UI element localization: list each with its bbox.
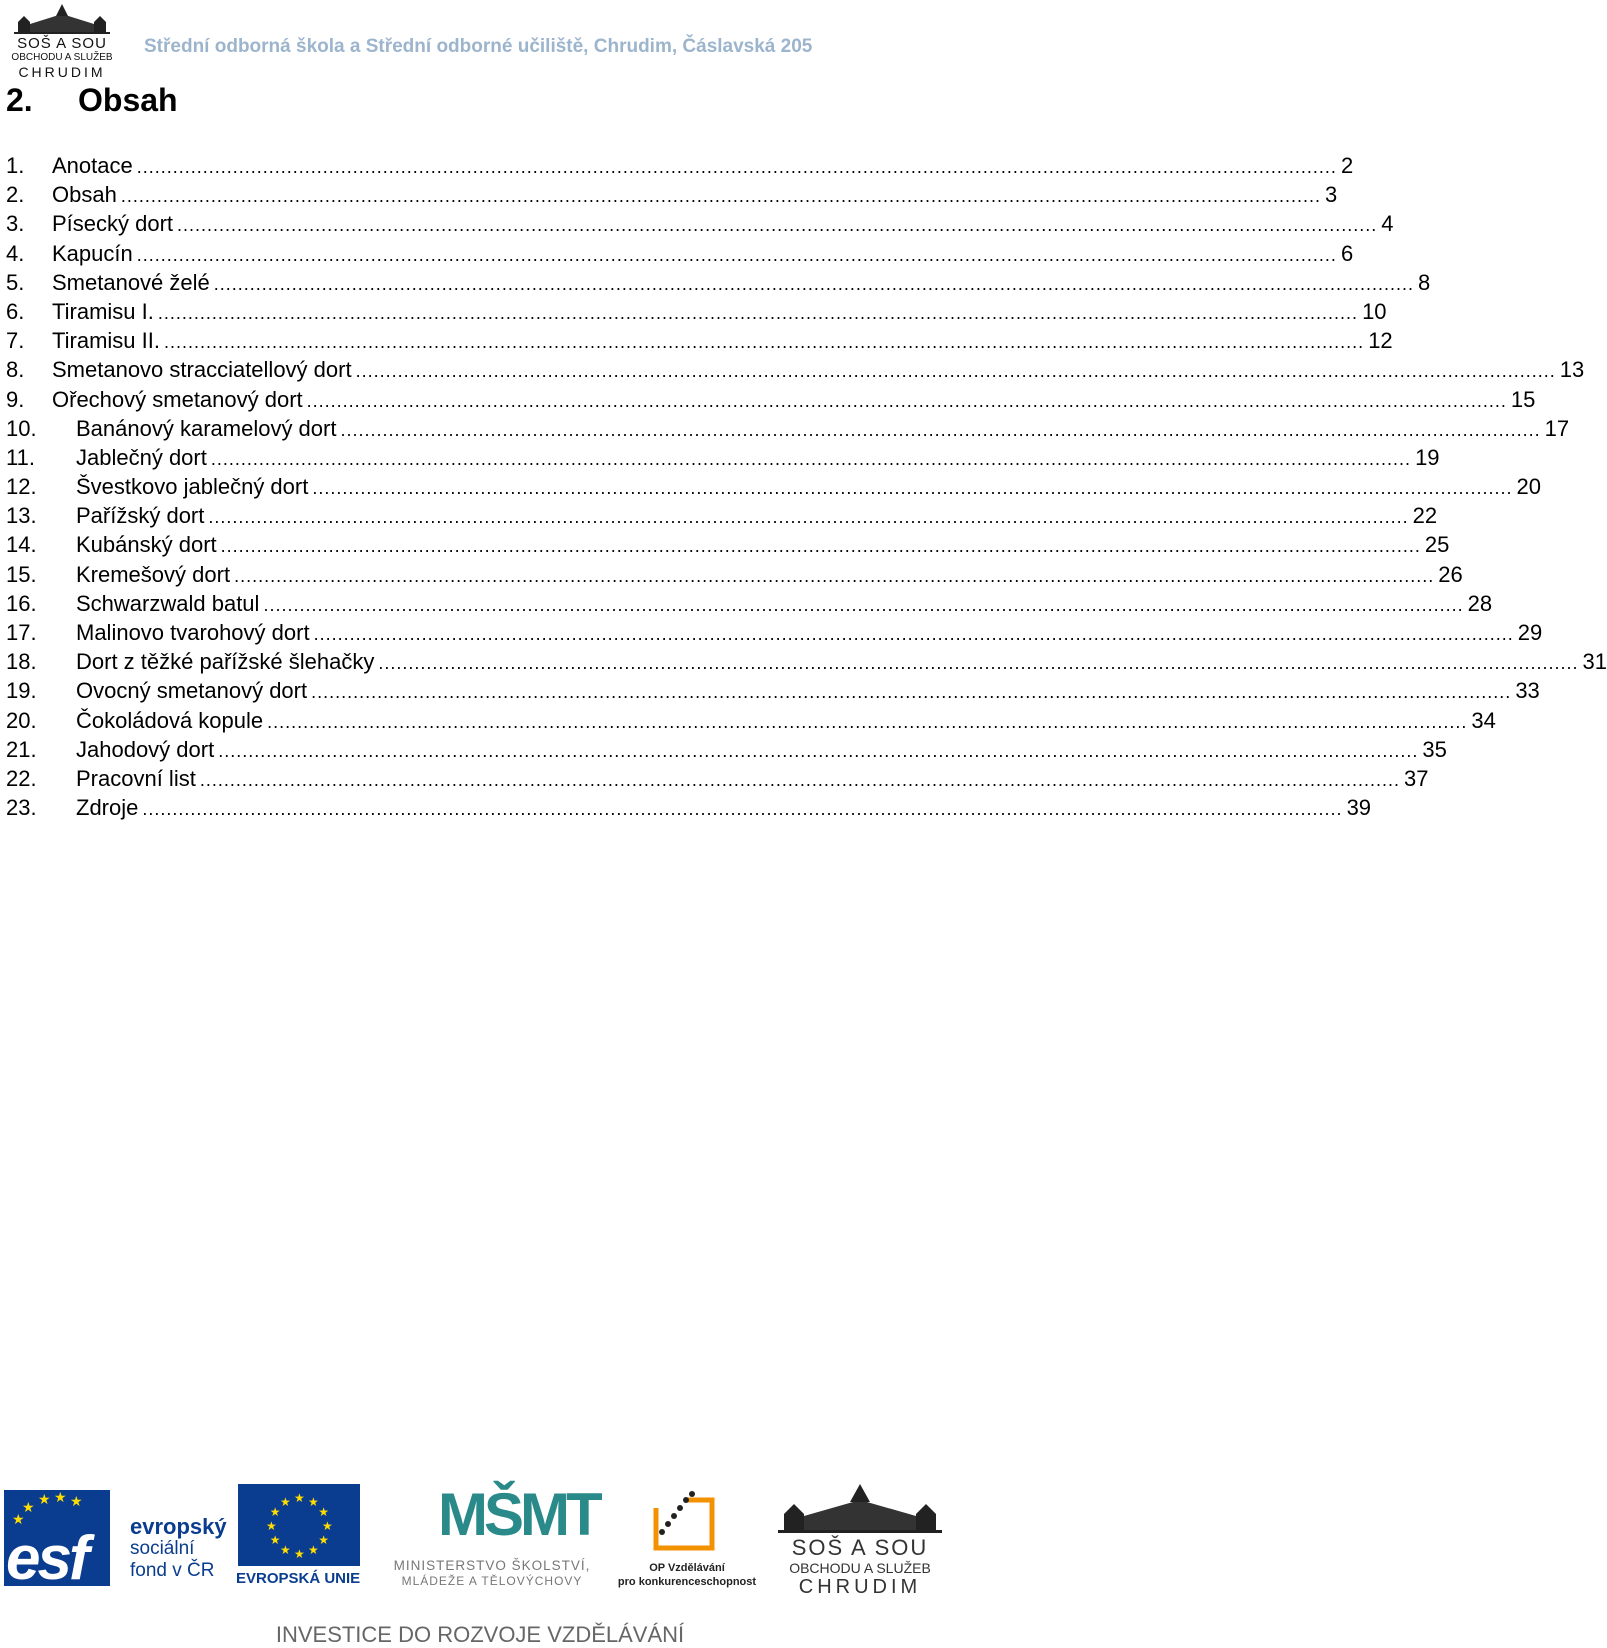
toc-entry xyxy=(76,648,1607,677)
svg-text:★: ★ xyxy=(322,1519,333,1533)
toc-leader-dots: ........................................................................................................................................................................................................ xyxy=(267,711,1468,732)
toc-leader-dots: ........................................................................................................................................................................................................ xyxy=(378,653,1579,674)
toc-title: Pařížský dort xyxy=(76,502,208,530)
svg-text:★: ★ xyxy=(54,1489,67,1505)
toc-row xyxy=(6,502,1438,531)
toc-leader-dots: ........................................................................................................................................................................................................ xyxy=(136,157,1337,177)
toc-row xyxy=(6,531,1450,560)
toc-leader-dots: ........................................................................................................................................................................................................ xyxy=(218,740,1419,761)
toc-title: Schwarzwald batul xyxy=(76,590,263,618)
toc-entry xyxy=(76,619,1543,648)
toc-leader-dots: ........................................................................................................................................................................................................ xyxy=(142,799,1343,820)
svg-text:★: ★ xyxy=(269,1505,281,1519)
toc-number: 6. xyxy=(6,298,25,324)
toc-row xyxy=(6,386,1536,415)
toc-entry xyxy=(52,386,1536,415)
toc-page-number: 25 xyxy=(1424,532,1450,558)
toc-number: 18. xyxy=(6,649,37,675)
logo-line2: OBCHODU A SLUŽEB xyxy=(11,52,113,63)
toc-number: 7. xyxy=(6,328,25,354)
toc-number: 13. xyxy=(6,503,37,529)
toc-entry xyxy=(52,269,1431,298)
toc-title: Pracovní list xyxy=(76,765,200,793)
toc-row xyxy=(6,736,1447,765)
svg-text:★: ★ xyxy=(280,1494,291,1509)
toc-title: Ořechový smetanový dort xyxy=(52,386,307,414)
toc-page-number: 12 xyxy=(1368,328,1393,354)
toc-title: Kapucín xyxy=(52,240,137,268)
toc-number: 5. xyxy=(6,269,25,295)
toc-number: 20. xyxy=(6,707,37,733)
toc-page-number: 31 xyxy=(1582,649,1607,675)
toc-page-number: 22 xyxy=(1412,503,1438,529)
toc-title: Ovocný smetanový dort xyxy=(76,677,311,705)
toc-row xyxy=(6,677,1540,706)
toc-leader-dots: ........................................................................................................................................................................................................ xyxy=(213,273,1414,294)
toc-page-number: 26 xyxy=(1438,561,1463,587)
toc-leader-dots: ........................................................................................................................................................................................................ xyxy=(208,507,1409,528)
toc-entry xyxy=(52,298,1387,327)
toc-number: 10. xyxy=(6,415,37,441)
toc-entry xyxy=(52,181,1338,210)
toc-page-number: 8 xyxy=(1417,269,1431,295)
logo-line3: CHRUDIM xyxy=(18,64,106,80)
toc-entry xyxy=(76,473,1542,502)
toc-number: 1. xyxy=(6,153,25,178)
toc-page-number: 15 xyxy=(1510,386,1536,412)
svg-text:★: ★ xyxy=(269,1533,281,1547)
toc-number: 12. xyxy=(6,474,37,500)
toc-row xyxy=(6,444,1440,473)
esf-text xyxy=(130,1516,227,1582)
toc-leader-dots: ........................................................................................................................................................................................................ xyxy=(306,390,1507,411)
toc-title: Jablečný dort xyxy=(76,444,211,472)
footer-logo-line1: SOŠ A SOU xyxy=(791,1535,929,1560)
op-line2: pro konkurenceschopnost xyxy=(617,1576,757,1588)
toc-entry xyxy=(76,531,1450,560)
toc-entry xyxy=(76,444,1440,473)
footer-logo-line3: CHRUDIM xyxy=(798,1576,922,1598)
toc-page-number: 33 xyxy=(1515,678,1540,704)
toc-number: 4. xyxy=(6,240,25,266)
school-name: Střední odborná škola a Střední odborné učiliště, Chrudim, Čáslavská 205 xyxy=(144,36,813,57)
toc-title: Smetanové želé xyxy=(52,269,214,297)
toc-leader-dots: ........................................................................................................................................................................................................ xyxy=(313,624,1514,644)
table-of-contents xyxy=(6,152,1607,823)
toc-page-number: 6 xyxy=(1340,240,1354,266)
toc-number: 22. xyxy=(6,765,37,791)
toc-page-number: 19 xyxy=(1415,444,1440,470)
svg-text:★: ★ xyxy=(294,1491,305,1505)
toc-page-number: 20 xyxy=(1516,474,1542,500)
toc-title: Tiramisu I. xyxy=(52,298,158,326)
toc-page-number: 28 xyxy=(1467,590,1493,616)
page-footer xyxy=(0,1480,960,1648)
toc-number: 16. xyxy=(6,590,37,616)
toc-row xyxy=(6,356,1585,385)
page-title xyxy=(6,78,178,122)
heading-number: 2. xyxy=(6,82,33,118)
logo-line1: SOŠ A SOU xyxy=(17,35,107,52)
toc-page-number: 17 xyxy=(1544,415,1570,441)
eu-stars-icon xyxy=(238,1484,360,1566)
toc-title: Banánový karamelový dort xyxy=(76,415,340,443)
toc-page-number: 13 xyxy=(1559,357,1585,383)
investice-slogan: INVESTICE DO ROZVOJE VZDĚLÁVÁNÍ xyxy=(275,1622,685,1647)
toc-title: Smetanovo stracciatellový dort xyxy=(52,356,356,384)
heading-title: Obsah xyxy=(78,82,178,118)
svg-text:★: ★ xyxy=(308,1494,319,1509)
toc-number: 21. xyxy=(6,736,37,762)
toc-leader-dots: ........................................................................................................................................................................................................ xyxy=(263,594,1464,615)
esf-letters: esf xyxy=(6,1524,87,1593)
svg-text:★: ★ xyxy=(318,1505,329,1519)
toc-leader-dots: ........................................................................................................................................................................................................ xyxy=(136,244,1337,265)
toc-entry xyxy=(76,415,1570,444)
toc-title: Čokoládová kopule xyxy=(76,707,267,735)
eu-flag xyxy=(238,1484,360,1566)
toc-leader-dots: ........................................................................................................................................................................................................ xyxy=(199,769,1401,790)
toc-page-number: 34 xyxy=(1471,707,1496,733)
toc-title: Dort z těžké pařížské šlehačky xyxy=(76,648,378,676)
toc-number: 15. xyxy=(6,561,37,587)
toc-page-number: 4 xyxy=(1381,211,1394,237)
toc-title: Tiramisu II. xyxy=(52,327,164,355)
msmt-mark: MŠMT xyxy=(438,1481,599,1548)
toc-title: Anotace xyxy=(52,152,137,180)
opvk-icon xyxy=(648,1490,720,1556)
toc-page-number: 10 xyxy=(1362,298,1387,324)
esf-line3: fond v ČR xyxy=(130,1560,215,1581)
toc-number: 23. xyxy=(6,795,37,821)
toc-leader-dots: ........................................................................................................................................................................................................ xyxy=(177,215,1378,236)
toc-page-number: 3 xyxy=(1325,182,1338,208)
toc-title: Písecký dort xyxy=(52,210,177,238)
toc-page-number: 2 xyxy=(1340,153,1354,178)
toc-row xyxy=(6,794,1372,823)
toc-entry xyxy=(76,590,1493,619)
toc-number: 8. xyxy=(6,357,25,383)
svg-text:★: ★ xyxy=(12,1511,25,1527)
op-line1: OP Vzdělávání xyxy=(649,1562,725,1574)
toc-title: Zdroje xyxy=(76,794,142,822)
svg-text:★: ★ xyxy=(22,1499,35,1515)
toc-number: 19. xyxy=(6,678,37,704)
toc-title: Kubánský dort xyxy=(76,531,221,559)
toc-page-number: 35 xyxy=(1422,736,1447,762)
toc-entry xyxy=(52,240,1354,269)
msmt-line1: MINISTERSTVO ŠKOLSTVÍ, xyxy=(393,1558,591,1573)
esf-flag xyxy=(4,1489,110,1593)
school-logo-footer xyxy=(770,1480,950,1598)
toc-row xyxy=(6,473,1542,502)
toc-row xyxy=(6,152,1354,181)
toc-number: 2. xyxy=(6,182,25,208)
svg-text:★: ★ xyxy=(70,1493,83,1509)
toc-row xyxy=(6,298,1387,327)
eu-label: EVROPSKÁ UNIE xyxy=(236,1570,361,1587)
toc-leader-dots: ........................................................................................................................................................................................................ xyxy=(157,302,1359,323)
toc-number: 14. xyxy=(6,532,37,558)
toc-title: Jahodový dort xyxy=(76,736,218,764)
toc-leader-dots: ........................................................................................................................................................................................................ xyxy=(312,478,1513,499)
toc-row xyxy=(6,561,1463,590)
toc-row xyxy=(6,240,1354,269)
toc-page-number: 39 xyxy=(1346,795,1372,821)
toc-leader-dots: ........................................................................................................................................................................................................ xyxy=(120,186,1322,207)
toc-row xyxy=(6,269,1431,298)
esf-line2: sociální xyxy=(130,1538,195,1559)
toc-row xyxy=(6,210,1394,239)
toc-row xyxy=(6,415,1570,444)
toc-row xyxy=(6,327,1393,356)
toc-entry xyxy=(76,677,1540,706)
school-logo xyxy=(6,2,118,80)
toc-row xyxy=(6,590,1493,619)
toc-leader-dots: ........................................................................................................................................................................................................ xyxy=(340,419,1541,440)
toc-entry xyxy=(76,736,1447,765)
toc-leader-dots: ........................................................................................................................................................................................................ xyxy=(220,536,1421,557)
toc-leader-dots: ........................................................................................................................................................................................................ xyxy=(234,565,1435,586)
toc-page-number: 37 xyxy=(1404,765,1429,791)
msmt-line2: MLÁDEŽE A TĚLOVÝCHOVY xyxy=(401,1574,583,1588)
toc-entry xyxy=(76,794,1372,823)
toc-entry xyxy=(52,356,1585,385)
toc-page-number: 29 xyxy=(1517,620,1543,645)
esf-line1: evropský xyxy=(130,1514,227,1539)
toc-leader-dots: ........................................................................................................................................................................................................ xyxy=(311,682,1512,703)
eu-logo xyxy=(236,1484,366,1588)
castle-icon xyxy=(14,2,110,36)
page-header xyxy=(0,0,960,82)
toc-entry xyxy=(52,210,1394,239)
toc-number: 9. xyxy=(6,386,25,412)
toc-entry xyxy=(52,152,1354,181)
toc-number: 11. xyxy=(6,444,35,470)
toc-entry xyxy=(76,765,1429,794)
toc-title: Kremešový dort xyxy=(76,561,234,589)
toc-row xyxy=(6,765,1429,794)
svg-text:★: ★ xyxy=(38,1491,51,1507)
toc-title: Malinovo tvarohový dort xyxy=(76,619,314,647)
svg-text:★: ★ xyxy=(266,1519,277,1533)
svg-text:★: ★ xyxy=(318,1533,329,1547)
toc-leader-dots: ........................................................................................................................................................................................................ xyxy=(355,361,1556,382)
opvk-logo xyxy=(612,1480,762,1590)
svg-text:★: ★ xyxy=(280,1543,291,1558)
toc-row xyxy=(6,619,1543,648)
toc-entry xyxy=(76,561,1463,590)
msmt-logo xyxy=(378,1480,606,1590)
toc-entry xyxy=(76,707,1496,736)
footer-logo-line2: OBCHODU A SLUŽEB xyxy=(789,1560,931,1576)
toc-row xyxy=(6,707,1496,736)
svg-text:★: ★ xyxy=(294,1547,305,1561)
toc-title: Švestkovo jablečný dort xyxy=(76,473,312,501)
toc-row xyxy=(6,648,1607,677)
toc-number: 3. xyxy=(6,211,25,237)
toc-leader-dots: ........................................................................................................................................................................................................ xyxy=(210,448,1412,469)
toc-entry xyxy=(76,502,1438,531)
toc-title: Obsah xyxy=(52,181,121,209)
toc-entry xyxy=(52,327,1393,356)
toc-row xyxy=(6,181,1338,210)
castle-icon xyxy=(778,1480,942,1536)
esf-logo xyxy=(4,1480,227,1593)
svg-text:★: ★ xyxy=(308,1543,319,1558)
toc-number: 17. xyxy=(6,620,37,645)
toc-leader-dots: ........................................................................................................................................................................................................ xyxy=(163,332,1365,353)
